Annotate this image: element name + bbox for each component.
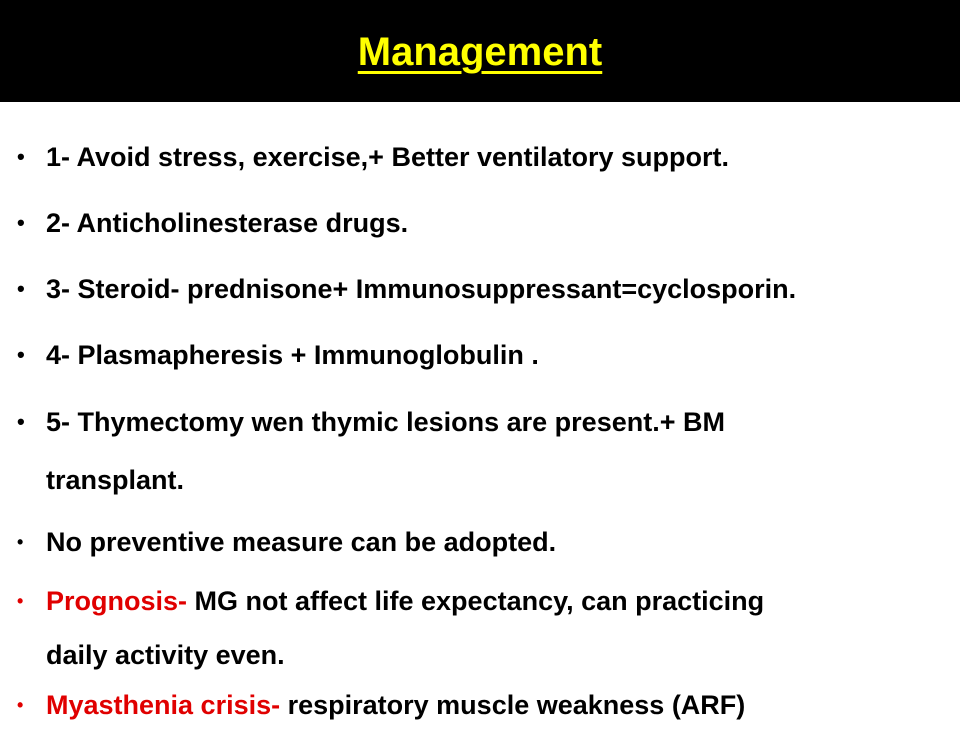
bullet-icon: • [17, 276, 25, 301]
bullet-icon: • [17, 144, 25, 169]
slide-title: Management [357, 30, 603, 74]
prognosis-label: Prognosis- [46, 586, 195, 616]
bullet-icon: • [17, 210, 25, 235]
list-item-text: No preventive measure can be adopted. [46, 527, 557, 557]
crisis-text: respiratory muscle weakness (ARF) [287, 690, 746, 720]
title-bar [0, 0, 960, 102]
list-item [17, 574, 946, 682]
list-item [17, 678, 946, 732]
list-item [17, 194, 946, 252]
list-item-text: daily activity even. [46, 640, 285, 670]
list-item-text [46, 678, 946, 732]
bullet-icon: • [17, 591, 24, 611]
prognosis-text: MG not affect life expectancy, can practicing [194, 586, 765, 616]
list-item [17, 326, 946, 384]
bullet-icon: • [17, 532, 24, 552]
list-item-text [46, 574, 946, 628]
list-item [17, 393, 946, 509]
bullet-icon: • [17, 342, 25, 367]
list-item-text: 5- Thymectomy wen thymic lesions are present.+ BM [46, 407, 725, 437]
list-item [17, 260, 946, 318]
list-item-text: 2- Anticholinesterase drugs. [46, 208, 409, 238]
bullet-icon: • [17, 695, 24, 715]
list-item-text: 1- Avoid stress, exercise,+ Better ventilatory support. [46, 142, 730, 172]
list-item [17, 515, 946, 569]
list-item-text: 3- Steroid- prednisone+ Immunosuppressant=cyclosporin. [46, 274, 797, 304]
bullet-icon: • [17, 409, 25, 434]
list-item [17, 128, 946, 186]
list-item-text: 4- Plasmapheresis + Immunoglobulin . [46, 340, 539, 370]
list-item-text: transplant. [46, 465, 185, 495]
crisis-label: Myasthenia crisis- [46, 690, 288, 720]
